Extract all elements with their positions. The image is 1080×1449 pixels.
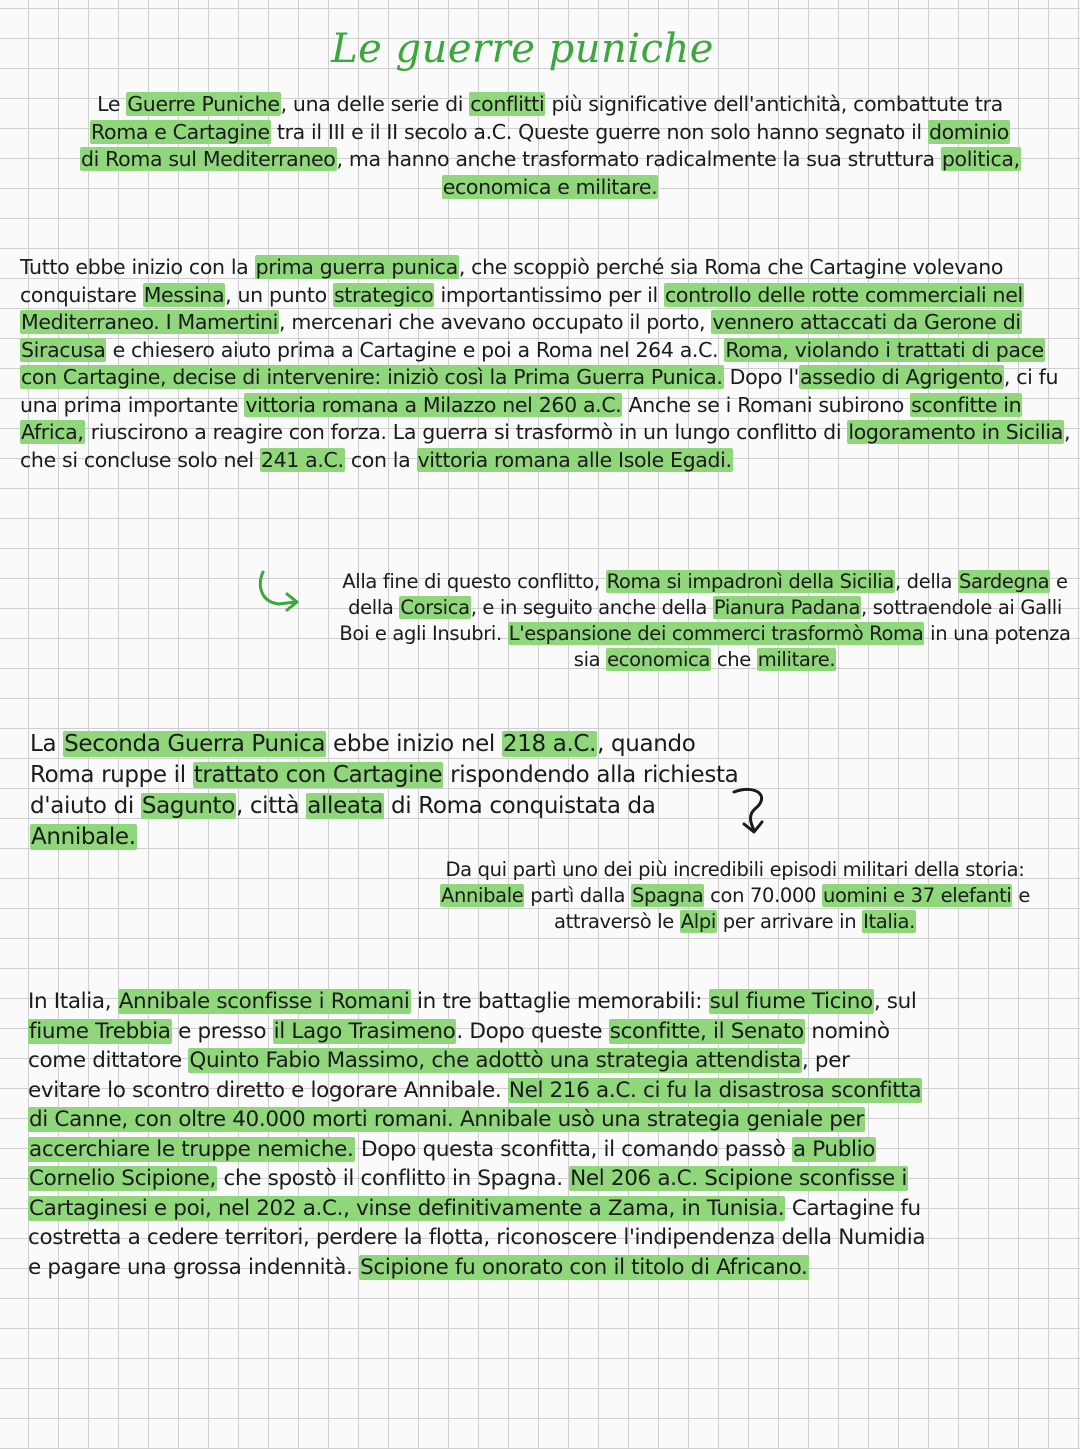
text-run: , per evitare lo scontro diretto e logorare Annibale. [28, 1048, 850, 1103]
highlighted-text: prima guerra punica [255, 255, 458, 279]
highlighted-text: Roma, violando i trattati di pace con Cartagine, decise di intervenire: iniziò così la Prima Guerra Punica. [21, 337, 1044, 389]
text-run: più significative dell'antichità, combattute tra [545, 92, 1003, 116]
highlighted-text: dominio di Roma sul Mediterraneo [81, 119, 1009, 171]
text-run: tra il III e il II secolo a.C. Queste guerre non solo hanno segnato il [270, 119, 928, 144]
highlighted-text: Nel 216 a.C. ci fu la disastrosa sconfitta di Canne, con oltre 40.000 morti romani. Annibale usò una strategia geniale per accerchiare le truppe nemiche. [29, 1077, 922, 1162]
highlighted-text: a Publio Cornelio Scipione, [29, 1136, 876, 1191]
text-run: , città [235, 793, 307, 819]
text-run: , un punto [225, 282, 333, 307]
highlighted-text: Quinto Fabio Massimo, che adottò una strategia attendista [189, 1048, 801, 1073]
highlighted-text: Pianura Padana [713, 596, 861, 619]
text-run: Cartagine fu costretta a cedere territori, perdere la flotta, riconoscere l'indipendenza della Numidia e pagare una grossa indennità. [28, 1195, 926, 1280]
text-run: in una potenza sia [573, 622, 1071, 671]
text-run: rispondendo alla richiesta d'aiuto di [30, 762, 739, 819]
highlighted-text: Seconda Guerra Punica [64, 731, 326, 757]
intro-paragraph [80, 91, 1020, 201]
highlighted-text: Spagna [632, 884, 704, 907]
highlighted-text: sul fiume Ticino [709, 989, 873, 1014]
text-run: , una delle serie di [280, 92, 470, 116]
text-run: che spostò il conflitto in Spagna. [217, 1166, 570, 1191]
page-title: Le guerre puniche [331, 26, 714, 72]
highlighted-text: alleata [307, 793, 384, 819]
highlighted-text: strategico [333, 282, 434, 307]
highlighted-text: 241 a.C. [260, 447, 344, 472]
highlighted-text: Roma e Cartagine [91, 119, 270, 144]
text-run: , e in seguito anche della [470, 596, 713, 619]
text-run: Da qui partì uno dei più incredibili episodi militari della storia: [445, 858, 1025, 881]
highlighted-text: assedio di Agrigento [799, 365, 1003, 389]
highlighted-text: trattato con Cartagine [193, 762, 443, 788]
text-run: , che scoppiò perché sia Roma che Cartagine volevano conquistare [20, 255, 1004, 307]
text-run: con la [344, 447, 417, 472]
text-run: e presso [171, 1018, 273, 1044]
highlighted-text: Sardegna [958, 570, 1050, 593]
text-run: La [30, 731, 64, 757]
highlighted-text: uomini e 37 elefanti [822, 884, 1012, 907]
text-run: Alla fine di questo conflitto, [342, 570, 606, 593]
highlighted-text: Annibale. [31, 824, 136, 850]
text-run: ebbe inizio nel [326, 731, 502, 757]
text-run: in tre battaglie memorabili: [410, 989, 709, 1014]
text-run: partì dalla [524, 884, 631, 907]
text-run: riuscirono a reagire con forza. La guerra si trasformò in un lungo conflitto di [84, 420, 848, 444]
highlighted-text: L'espansione dei commerci trasformò Roma [508, 622, 924, 645]
highlighted-text: logoramento in Sicilia [848, 420, 1063, 444]
highlighted-text: politica, economica e militare. [442, 147, 1020, 199]
highlighted-text: conflitti [470, 92, 545, 116]
highlighted-text: 218 a.C. [502, 731, 597, 757]
text-run: , della [894, 570, 958, 593]
first-war-paragraph [20, 254, 1075, 474]
highlighted-text: vittoria romana alle Isole Egadi. [417, 447, 732, 472]
text-run: , ma hanno anche trasformato radicalmente la sua struttura [336, 147, 941, 171]
text-run: e attraversò le [554, 884, 1030, 933]
highlighted-text: controllo delle rotte commerciali nel Mediterraneo. I Mamertini [21, 282, 1023, 334]
highlighted-text: fiume Trebbia [29, 1018, 171, 1044]
text-run: nominò come dittatore [28, 1018, 890, 1073]
text-run: che [710, 648, 757, 671]
highlighted-text: economica [607, 648, 710, 671]
text-run: Dopo questa sconfitta, il comando passò [354, 1136, 792, 1162]
text-run: di Roma conquistata da [384, 793, 656, 819]
text-run: e chiesero aiuto prima a Cartagine e poi a Roma nel 264 a.C. [106, 337, 725, 362]
highlighted-text: Nel 206 a.C. Scipione sconfisse i Cartaginesi e poi, nel 202 a.C., vinse definitivamente a Zama, in Tunisia. [29, 1166, 907, 1221]
text-run: , quando Roma ruppe il [30, 731, 696, 788]
highlighted-text: Alpi [680, 910, 716, 933]
first-war-aside-paragraph [335, 569, 1075, 673]
curved-down-arrow-icon [728, 782, 776, 840]
highlighted-text: Sagunto [141, 793, 235, 819]
highlighted-text: il Lago Trasimeno [273, 1018, 456, 1044]
highlighted-text: Corsica [400, 596, 470, 619]
highlighted-text: vennero attaccati da Gerone di Siracusa [21, 310, 1021, 362]
text-run: , mercenari che avevano occupato il porto, [279, 310, 712, 334]
text-run: Anche se i Romani subirono [622, 392, 911, 417]
text-run: , ci fu una prima importante [20, 365, 1059, 417]
text-run: . Dopo queste [456, 1018, 609, 1044]
text-run: per arrivare in [716, 910, 863, 933]
highlighted-text: sconfitte, il Senato [609, 1018, 804, 1044]
highlighted-text: militare. [757, 648, 836, 671]
highlighted-text: Roma si impadronì della Sicilia [606, 570, 894, 593]
second-war-paragraph [30, 729, 750, 853]
text-run: Dopo l' [723, 365, 799, 389]
highlighted-text: Guerre Puniche [127, 92, 280, 116]
text-run: , sul [873, 989, 917, 1014]
text-run: Le [97, 92, 127, 116]
text-run: Tutto ebbe inizio con la [20, 255, 255, 279]
italy-campaign-paragraph [28, 987, 928, 1282]
highlighted-text: Messina [143, 282, 225, 307]
curved-arrow-icon [255, 568, 305, 614]
highlighted-text: vittoria romana a Milazzo nel 260 a.C. [245, 392, 622, 417]
text-run: In Italia, [28, 989, 118, 1014]
highlighted-text: Annibale [441, 884, 524, 907]
text-run: , sottraendole ai Galli Boi e agli Insubri. [339, 596, 1062, 645]
highlighted-text: Annibale sconfisse i Romani [118, 989, 410, 1014]
text-run: e della [348, 570, 1068, 619]
second-war-aside-paragraph [430, 857, 1040, 935]
highlighted-text: sconfitte in Africa, [21, 392, 1022, 444]
highlighted-text: Scipione fu onorato con il titolo di Africano. [360, 1254, 808, 1280]
text-run: , che si concluse solo nel [20, 420, 1071, 472]
highlighted-text: Italia. [863, 910, 915, 933]
text-run: importantissimo per il [434, 282, 664, 307]
text-run: con 70.000 [704, 884, 822, 907]
